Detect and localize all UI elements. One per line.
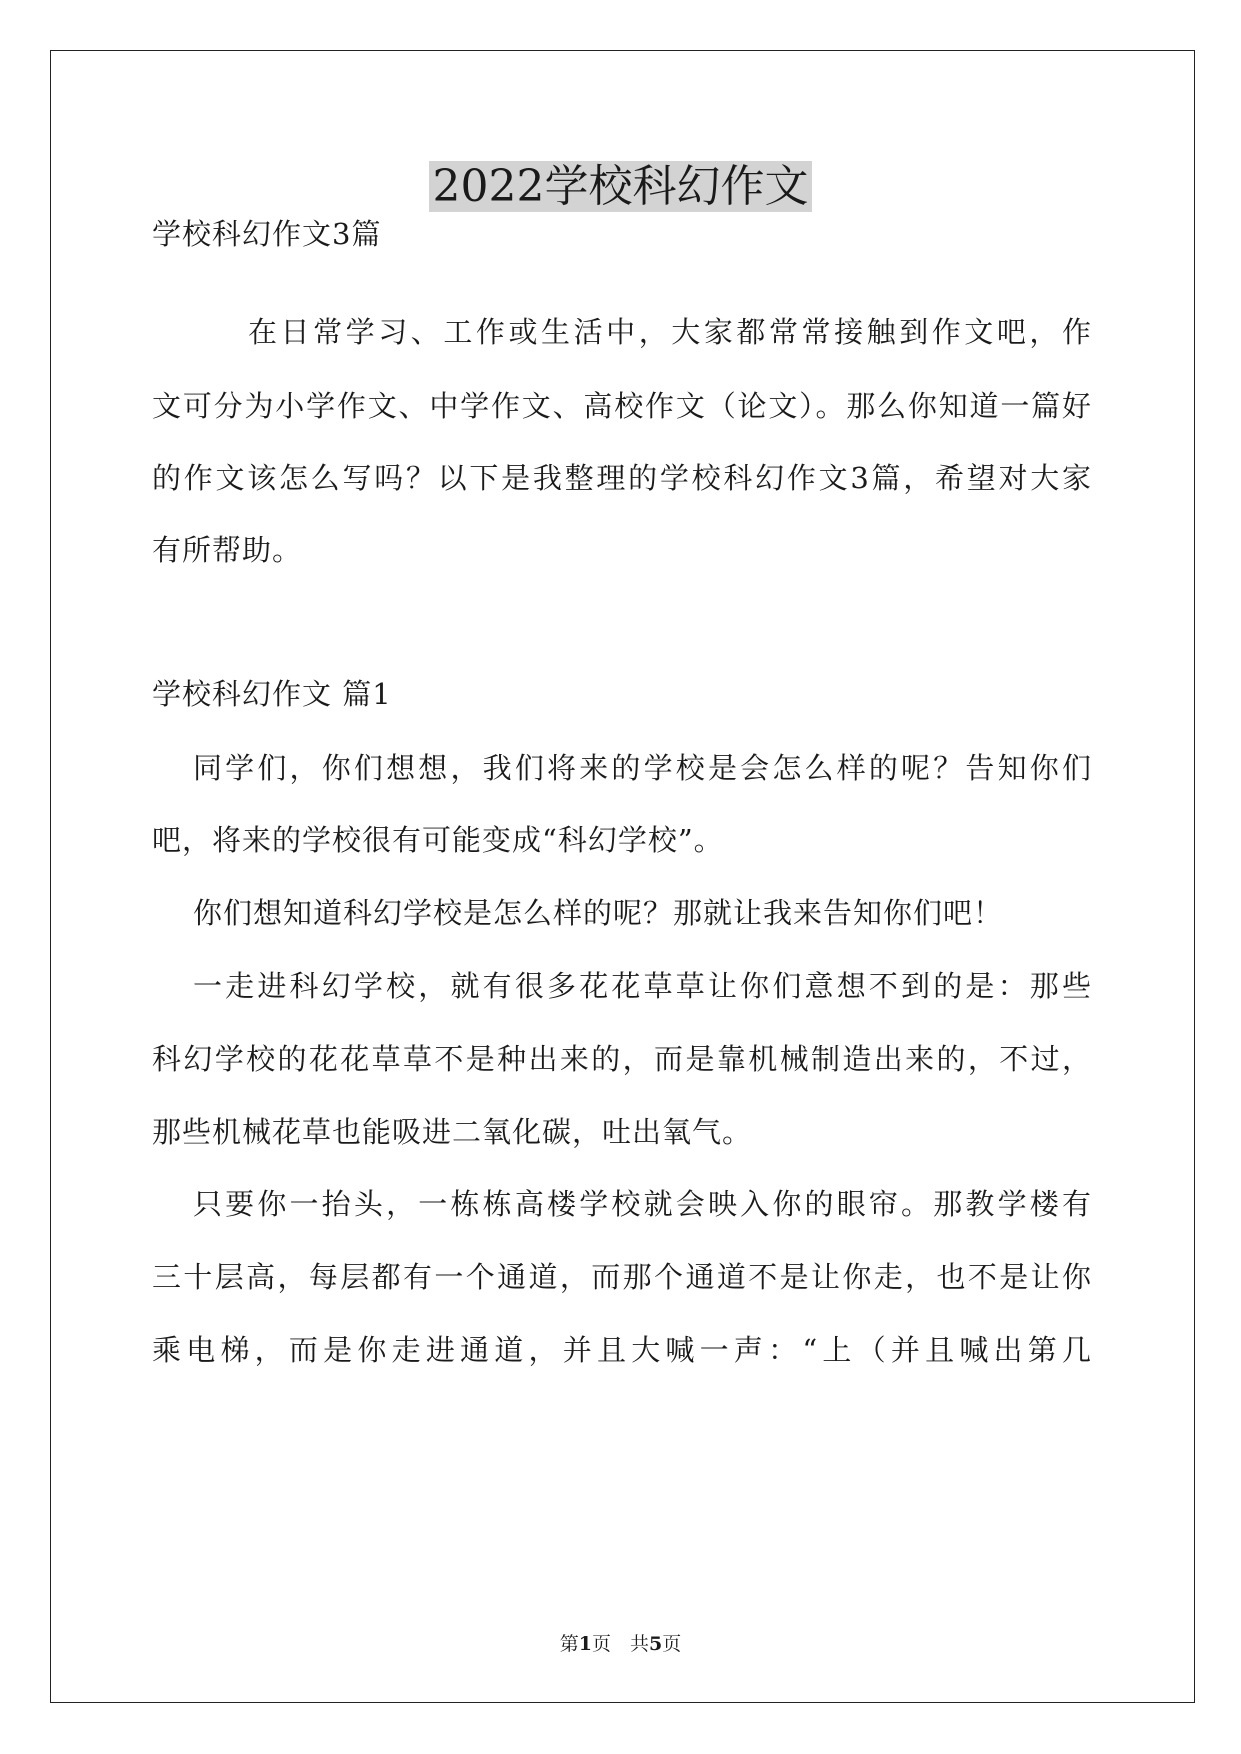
- footer-total-pages: 5: [649, 1633, 663, 1655]
- document-title: [0, 158, 1241, 216]
- body-line-8: 三十层高，每层都有一个通道，而那个通道不是让你走，也不是让你: [152, 1260, 1092, 1294]
- body-line-5: 科幻学校的花花草草不是种出来的，而是靠机械制造出来的，不过，: [152, 1042, 1092, 1076]
- body-line-4: 一走进科幻学校，就有很多花花草草让你们意想不到的是：那些: [193, 969, 1092, 1003]
- body-line-2: 吧，将来的学校很有可能变成“科幻学校”。: [152, 823, 724, 857]
- body-line-3: 你们想知道科幻学校是怎么样的呢？那就让我来告知你们吧！: [193, 896, 1004, 930]
- footer-suffix: 页: [662, 1633, 682, 1655]
- footer-mid: 页 共: [591, 1633, 649, 1655]
- subtitle: 学校科幻作文3篇: [152, 217, 382, 251]
- intro-line-4: 有所帮助。: [152, 533, 303, 567]
- page-footer: [0, 1632, 1241, 1656]
- footer-prefix: 第: [559, 1633, 579, 1655]
- intro-line-2: 文可分为小学作文、中学作文、高校作文（论文）。那么你知道一篇好: [152, 389, 1092, 423]
- title-text: 2022学校科幻作文: [429, 161, 813, 212]
- page-border: [50, 50, 1195, 1703]
- intro-line-3: 的作文该怎么写吗？以下是我整理的学校科幻作文3篇，希望对大家: [152, 461, 1092, 495]
- section-heading: 学校科幻作文 篇1: [152, 677, 392, 711]
- footer-page-number: 1: [578, 1633, 592, 1655]
- intro-line-1: 在日常学习、工作或生活中，大家都常常接触到作文吧，作: [248, 315, 1092, 349]
- body-line-6: 那些机械花草也能吸进二氧化碳，吐出氧气。: [152, 1115, 753, 1149]
- body-line-1: 同学们，你们想想，我们将来的学校是会怎么样的呢？告知你们: [193, 751, 1092, 785]
- body-line-7: 只要你一抬头，一栋栋高楼学校就会映入你的眼帘。那教学楼有: [193, 1187, 1092, 1221]
- body-line-9: 乘电梯，而是你走进通道，并且大喊一声：“上（并且喊出第几: [152, 1333, 1092, 1367]
